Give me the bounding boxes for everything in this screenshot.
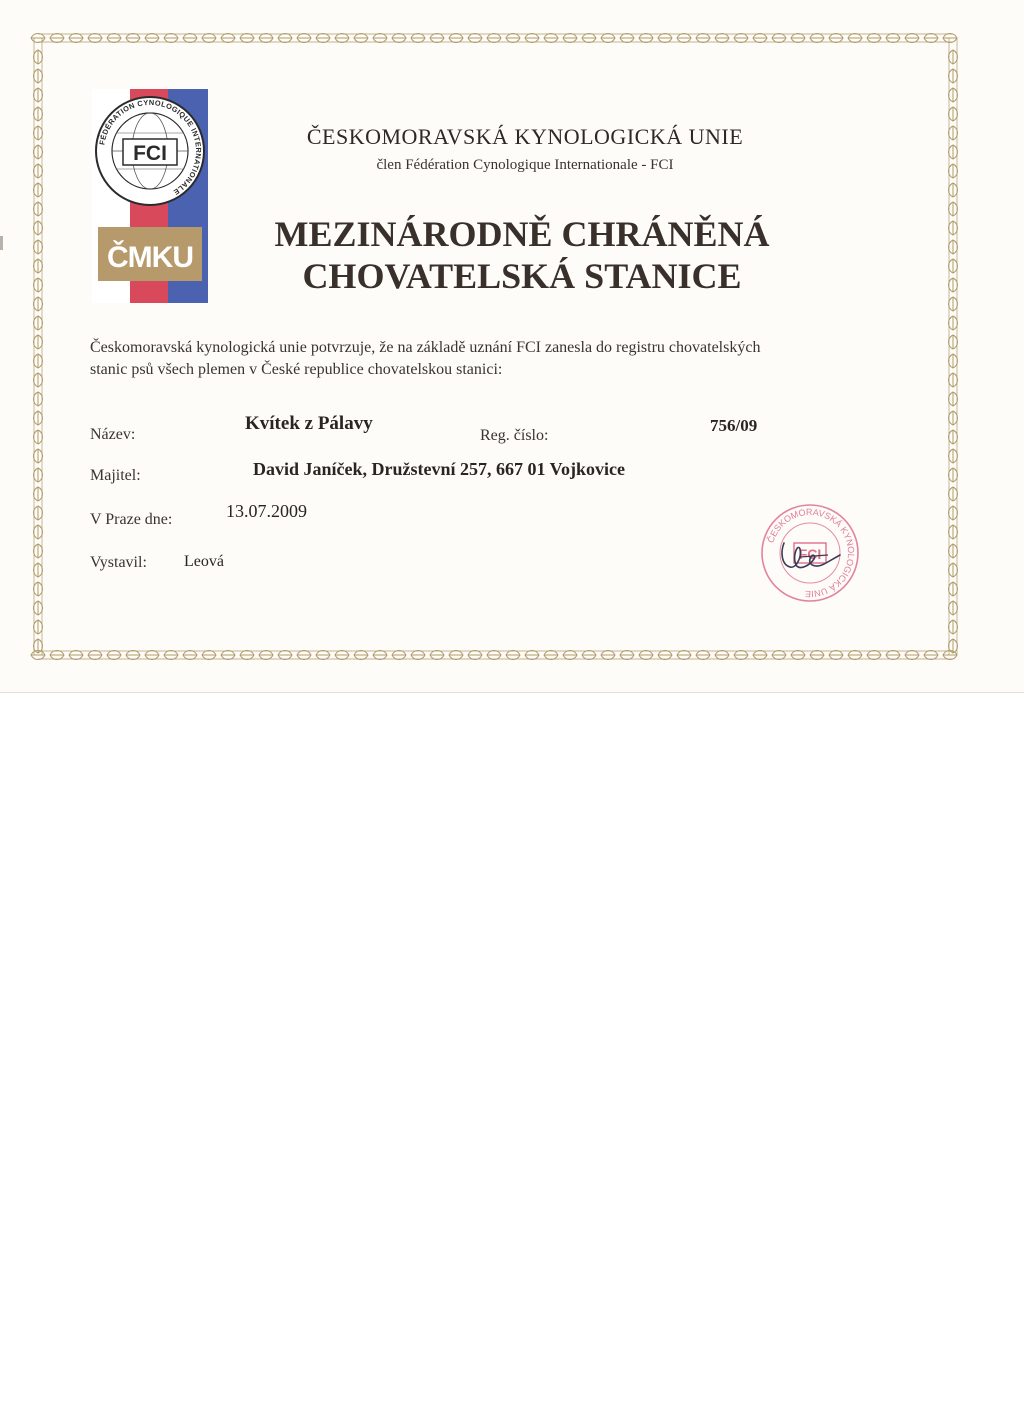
certificate-title-line-1: MEZINÁRODNĚ CHRÁNĚNÁ <box>274 214 770 254</box>
border-leaf <box>867 34 881 43</box>
border-leaf <box>601 651 615 660</box>
border-leaf <box>240 34 254 43</box>
border-leaf <box>620 651 634 660</box>
border-leaf <box>949 582 958 596</box>
border-leaf <box>145 34 159 43</box>
border-leaf <box>677 34 691 43</box>
border-leaf <box>34 449 43 463</box>
border-leaf <box>753 34 767 43</box>
border-leaf <box>772 651 786 660</box>
border-leaf <box>924 651 938 660</box>
border-leaf <box>601 34 615 43</box>
border-leaf <box>34 221 43 235</box>
border-leaf <box>949 544 958 558</box>
border-leaf <box>949 601 958 615</box>
border-leaf <box>34 411 43 425</box>
border-leaf <box>164 34 178 43</box>
border-leaf <box>810 34 824 43</box>
stamp-fci-text: FCI <box>798 546 822 562</box>
border-leaf <box>240 651 254 660</box>
border-leaf <box>949 506 958 520</box>
border-leaf <box>430 651 444 660</box>
border-leaf <box>639 34 653 43</box>
border-leaf <box>949 297 958 311</box>
border-leaf <box>335 34 349 43</box>
border-leaf <box>411 651 425 660</box>
border-leaf <box>544 34 558 43</box>
border-leaf <box>696 651 710 660</box>
name-label: Název: <box>90 426 136 443</box>
border-leaf <box>810 651 824 660</box>
border-leaf <box>449 34 463 43</box>
border-leaf <box>88 651 102 660</box>
border-leaf <box>34 563 43 577</box>
cmku-logo-text: ČMKU <box>107 241 193 274</box>
intro-line-1: Českomoravská kynologická unie potvrzuje, že na základě uznání FCI zanesla do registru chovatelských <box>90 339 761 356</box>
border-leaf <box>34 601 43 615</box>
border-leaf <box>582 651 596 660</box>
certificate-sheet <box>0 0 1024 693</box>
border-leaf <box>487 34 501 43</box>
border-leaf <box>949 563 958 577</box>
border-leaf <box>563 651 577 660</box>
border-leaf <box>506 651 520 660</box>
border-leaf <box>525 651 539 660</box>
border-leaf <box>392 651 406 660</box>
border-leaf <box>949 278 958 292</box>
border-leaf <box>949 468 958 482</box>
border-leaf <box>354 651 368 660</box>
border-leaf <box>867 651 881 660</box>
border-leaf <box>949 202 958 216</box>
intro-line-2: stanic psů všech plemen v České republice chovatelskou stanici: <box>90 361 503 378</box>
border-leaf <box>949 449 958 463</box>
border-leaf <box>886 651 900 660</box>
border-leaf <box>658 34 672 43</box>
border-leaf <box>411 34 425 43</box>
border-leaf <box>34 183 43 197</box>
border-leaf <box>563 34 577 43</box>
border-leaf <box>924 34 938 43</box>
border-leaf <box>34 107 43 121</box>
border-leaf <box>905 34 919 43</box>
border-leaf <box>126 34 140 43</box>
border-leaf <box>658 651 672 660</box>
border-leaf <box>278 651 292 660</box>
border-leaf <box>734 651 748 660</box>
border-leaf <box>34 487 43 501</box>
border-leaf <box>734 34 748 43</box>
border-leaf <box>50 651 64 660</box>
border-leaf <box>886 34 900 43</box>
fci-membership: člen Fédération Cynologique Internationale - FCI <box>376 157 674 173</box>
border-leaf <box>34 373 43 387</box>
reg-number: 756/09 <box>710 416 758 435</box>
border-leaf <box>791 34 805 43</box>
border-leaf <box>126 651 140 660</box>
border-leaf <box>34 164 43 178</box>
border-leaf <box>949 259 958 273</box>
border-leaf <box>677 651 691 660</box>
issuer-value: Leová <box>184 553 224 570</box>
border-leaf <box>582 34 596 43</box>
border-leaf <box>34 582 43 596</box>
border-leaf <box>297 34 311 43</box>
border-leaf <box>34 126 43 140</box>
border-leaf <box>34 259 43 273</box>
border-leaf <box>34 278 43 292</box>
border-leaf <box>772 34 786 43</box>
border-leaf <box>468 651 482 660</box>
border-leaf <box>544 651 558 660</box>
border-leaf <box>373 651 387 660</box>
border-leaf <box>34 145 43 159</box>
border-leaf <box>88 34 102 43</box>
border-leaf <box>949 411 958 425</box>
border-leaf <box>949 164 958 178</box>
border-leaf <box>949 50 958 64</box>
border-leaf <box>949 354 958 368</box>
organization-name: ČESKOMORAVSKÁ KYNOLOGICKÁ UNIE <box>306 124 744 149</box>
border-leaf <box>949 487 958 501</box>
border-leaf <box>335 651 349 660</box>
border-leaf <box>183 34 197 43</box>
border-leaf <box>949 525 958 539</box>
border-leaf <box>34 506 43 520</box>
border-leaf <box>949 316 958 330</box>
fci-cmku-logo <box>92 89 208 303</box>
border-leaf <box>949 107 958 121</box>
border-leaf <box>949 392 958 406</box>
border-leaf <box>949 88 958 102</box>
border-leaf <box>949 126 958 140</box>
border-leaf <box>259 651 273 660</box>
border-leaf <box>715 34 729 43</box>
border-leaf <box>487 651 501 660</box>
owner-label: Majitel: <box>90 467 141 484</box>
border-leaf <box>715 651 729 660</box>
border-leaf <box>34 316 43 330</box>
intro-text <box>90 337 920 381</box>
border-leaf <box>373 34 387 43</box>
border-leaf <box>34 297 43 311</box>
border-leaf <box>848 651 862 660</box>
border-leaf <box>949 145 958 159</box>
fci-ring-text: FÉDÉRATION CYNOLOGIQUE INTERNATIONALE <box>97 97 204 197</box>
date-label: V Praze dne: <box>90 511 173 528</box>
border-leaf <box>34 525 43 539</box>
owner-value: David Janíček, Družstevní 257, 667 01 Vojkovice <box>253 459 626 479</box>
border-leaf <box>34 354 43 368</box>
border-leaf <box>34 50 43 64</box>
border-leaf <box>949 221 958 235</box>
border-leaf <box>34 202 43 216</box>
border-leaf <box>949 240 958 254</box>
border-leaf <box>34 88 43 102</box>
border-leaf <box>468 34 482 43</box>
border-leaf <box>829 651 843 660</box>
border-leaf <box>221 34 235 43</box>
border-leaf <box>221 651 235 660</box>
border-leaf <box>829 34 843 43</box>
border-leaf <box>107 34 121 43</box>
signature <box>770 535 850 575</box>
border-leaf <box>34 335 43 349</box>
border-leaf <box>31 34 45 43</box>
reg-number-label: Reg. číslo: <box>480 427 549 444</box>
border-leaf <box>392 34 406 43</box>
border-leaf <box>949 620 958 634</box>
border-leaf <box>354 34 368 43</box>
border-leaf <box>69 651 83 660</box>
border-leaf <box>848 34 862 43</box>
scan-edge-mark <box>0 236 3 250</box>
border-leaf <box>949 373 958 387</box>
border-leaf <box>949 183 958 197</box>
border-leaf <box>34 468 43 482</box>
border-leaf <box>639 651 653 660</box>
border-leaf <box>949 69 958 83</box>
fci-logo-text: FCI <box>133 142 167 165</box>
kennel-name: Kvítek z Pálavy <box>245 413 373 434</box>
certificate-title-line-2: CHOVATELSKÁ STANICE <box>302 256 742 296</box>
border-leaf <box>943 34 957 43</box>
border-leaf <box>525 34 539 43</box>
border-leaf <box>753 651 767 660</box>
stamp-ring-text: ČESKOMORAVSKÁ KYNOLOGICKÁ UNIE <box>765 506 857 600</box>
border-leaf <box>620 34 634 43</box>
border-leaf <box>34 69 43 83</box>
border-leaf <box>297 651 311 660</box>
border-leaf <box>145 651 159 660</box>
border-leaf <box>949 335 958 349</box>
border-leaf <box>202 651 216 660</box>
border-leaf <box>34 430 43 444</box>
border-leaf <box>164 651 178 660</box>
border-leaf <box>259 34 273 43</box>
border-leaf <box>430 34 444 43</box>
border-leaf <box>316 651 330 660</box>
issue-date: 13.07.2009 <box>226 501 307 521</box>
border-leaf <box>34 240 43 254</box>
border-leaf <box>202 34 216 43</box>
border-leaf <box>34 544 43 558</box>
border-leaf <box>949 639 958 653</box>
border-leaf <box>905 651 919 660</box>
border-leaf <box>791 651 805 660</box>
border-leaf <box>449 651 463 660</box>
border-leaf <box>34 620 43 634</box>
border-leaf <box>696 34 710 43</box>
border-leaf <box>278 34 292 43</box>
border-leaf <box>183 651 197 660</box>
border-leaf <box>34 392 43 406</box>
border-leaf <box>316 34 330 43</box>
border-leaf <box>50 34 64 43</box>
border-leaf <box>506 34 520 43</box>
border-leaf <box>69 34 83 43</box>
border-leaf <box>34 639 43 653</box>
issuer-label: Vystavil: <box>90 554 147 571</box>
border-leaf <box>949 430 958 444</box>
border-leaf <box>107 651 121 660</box>
certificate-title <box>222 213 822 297</box>
